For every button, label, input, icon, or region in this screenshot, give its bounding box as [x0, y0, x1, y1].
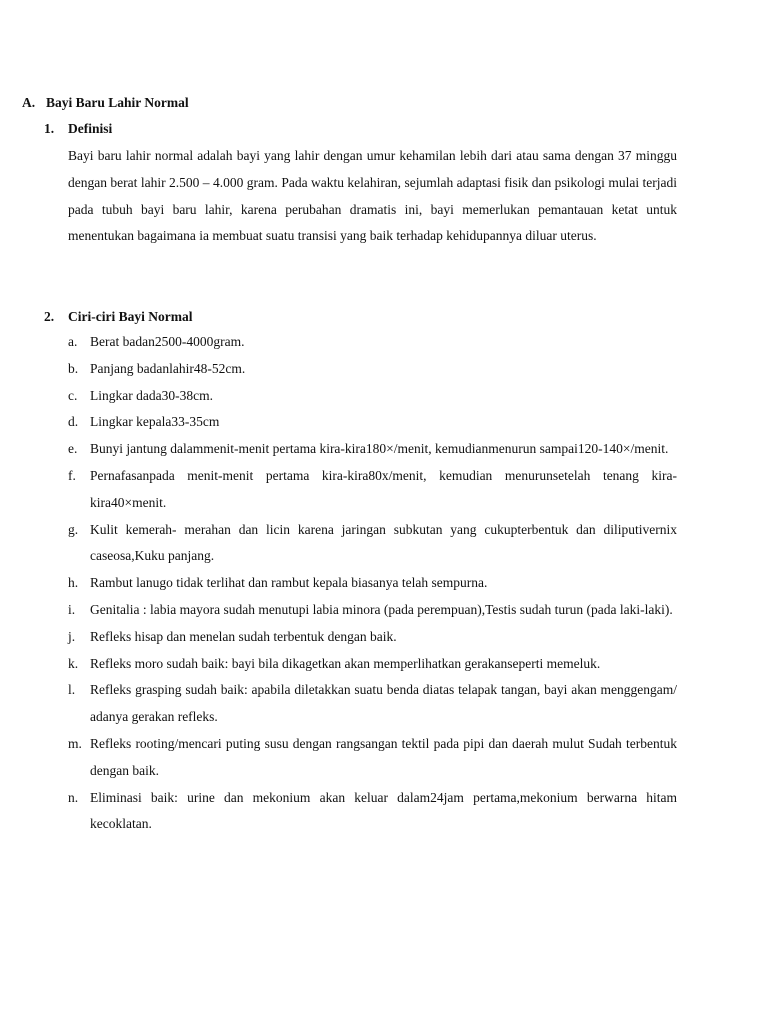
list-marker: h.: [68, 575, 79, 591]
list-marker: a.: [68, 334, 78, 349]
definisi-paragraph: Bayi baru lahir normal adalah bayi yang lahir dengan umur kehamilan lebih dari atau sama dengan 37 minggu dengan berat lahir 2.500 – 4.000 gram. Pada waktu kelahiran, sejumlah adaptasi fisik dan psikologi mulai terjadi pada tubuh bayi baru lahir, karena perubahan dramatis ini, bayi memerlukan pemantauan ketat untuk menentukan bagaimana ia membuat suatu transisi yang baik terhadap kehidupannya diluar uterus.: [68, 148, 677, 244]
ciri-list: [68, 329, 677, 838]
list-item: [68, 570, 677, 597]
list-item: [68, 731, 677, 785]
list-item: [68, 597, 677, 624]
section-heading: [22, 93, 189, 113]
list-marker: g.: [68, 521, 79, 537]
list-item-text: Berat badan2500-4000gram.: [90, 334, 245, 349]
list-item-text: Kulit kemerah- merahan dan licin karena jaringan subkutan yang cukupterbentuk dan diliputivernix caseosa,Kuku panjang.: [90, 521, 677, 564]
list-item-text: Lingkar dada30-38cm.: [90, 387, 213, 403]
list-item: [68, 436, 677, 463]
list-item-text: Refleks hisap dan menelan sudah terbentuk dengan baik.: [90, 628, 397, 644]
list-item: [68, 624, 677, 651]
list-item-text: Lingkar kepala33-35cm: [90, 414, 220, 430]
list-item-text: Pernafasanpada menit-menit pertama kira-kira80x/menit, kemudian menurunsetelah tenang kira-kira40×menit.: [90, 467, 677, 510]
section-title: Bayi Baru Lahir Normal: [46, 95, 189, 110]
list-marker: e.: [68, 441, 78, 457]
list-item: [68, 409, 677, 436]
list-item: [68, 356, 677, 383]
list-marker: c.: [68, 387, 78, 403]
definisi-heading: [44, 119, 112, 139]
ciri-heading: [44, 307, 192, 327]
list-item-text: Refleks rooting/mencari puting susu dengan rangsangan tektil pada pipi dan daerah mulut Sudah terbentuk dengan baik.: [90, 735, 677, 778]
list-item-text: Eliminasi baik: urine dan mekonium akan keluar dalam24jam pertama,mekonium berwarna hitam kecoklatan.: [90, 789, 677, 832]
list-item: [68, 329, 677, 356]
list-marker: b.: [68, 360, 79, 376]
list-item-text: Genitalia : labia mayora sudah menutupi labia minora (pada perempuan),Testis sudah turun (pada laki-laki).: [90, 601, 673, 617]
definisi-title: Definisi: [68, 121, 113, 136]
list-marker: i.: [68, 601, 76, 617]
list-item: [68, 651, 677, 678]
list-item-text: Bunyi jantung dalammenit-menit pertama kira-kira180×/menit, kemudianmenurun sampai120-140×/menit.: [90, 441, 669, 457]
list-item-text: Refleks moro sudah baik: bayi bila dikagetkan akan memperlihatkan gerakanseperti memeluk.: [90, 655, 601, 671]
list-marker: j.: [68, 628, 76, 644]
section-number: A.: [22, 95, 36, 110]
list-marker: f.: [68, 467, 76, 483]
list-marker: k.: [68, 655, 79, 671]
list-item-text: Refleks grasping sudah baik: apabila diletakkan suatu benda diatas telapak tangan, bayi akan menggengam/ adanya gerakan refleks.: [90, 682, 677, 725]
list-item: [68, 785, 677, 839]
list-item: [68, 677, 677, 731]
list-item: [68, 463, 677, 517]
ciri-number: 2.: [44, 309, 55, 324]
list-marker: l.: [68, 682, 76, 698]
definisi-number: 1.: [44, 121, 55, 136]
list-item-text: Panjang badanlahir48-52cm.: [90, 360, 246, 376]
list-item: [68, 383, 677, 410]
list-item: [68, 517, 677, 571]
list-marker: n.: [68, 789, 79, 805]
list-item-text: Rambut lanugo tidak terlihat dan rambut kepala biasanya telah sempurna.: [90, 575, 488, 591]
list-marker: m.: [68, 735, 82, 751]
ciri-title: Ciri-ciri Bayi Normal: [68, 309, 193, 324]
list-marker: d.: [68, 414, 79, 430]
